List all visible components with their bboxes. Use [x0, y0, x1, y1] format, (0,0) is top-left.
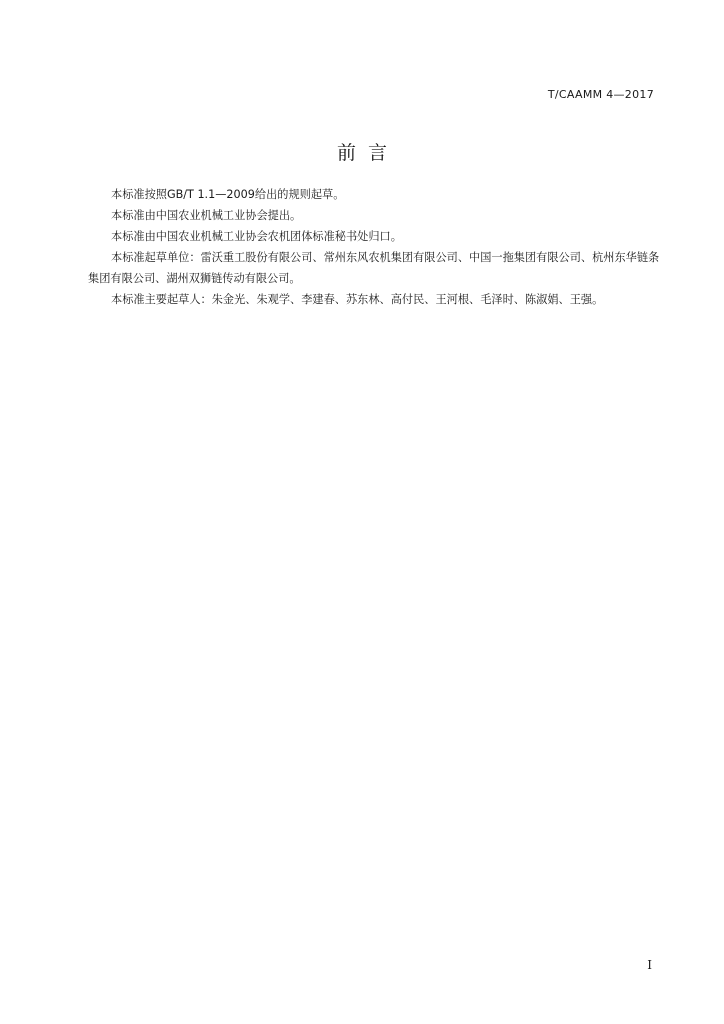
- standard-code: T/CAAMM 4—2017: [547, 88, 654, 101]
- page-number: I: [647, 958, 652, 972]
- paragraph-drafting-units: 本标准起草单位：雷沃重工股份有限公司、常州东风农机集团有限公司、中国一拖集团有限公司、杭州东华链条集团有限公司、湖州双狮链传动有限公司。: [88, 251, 660, 285]
- paragraph-proposer: 本标准由中国农业机械工业协会提出。: [111, 209, 302, 222]
- foreword-body: [88, 184, 666, 310]
- page-title: 前言: [336, 142, 399, 164]
- paragraph-main-drafters: 本标准主要起草人：朱金光、朱观学、李建春、苏东林、高付民、王河根、毛泽时、陈淑娟、王强。: [111, 293, 604, 306]
- paragraph-administrator: 本标准由中国农业机械工业协会农机团体标准秘书处归口。: [111, 230, 402, 243]
- paragraph-drafting-rules: 本标准按照GB/T 1.1—2009给出的规则起草。: [111, 188, 345, 201]
